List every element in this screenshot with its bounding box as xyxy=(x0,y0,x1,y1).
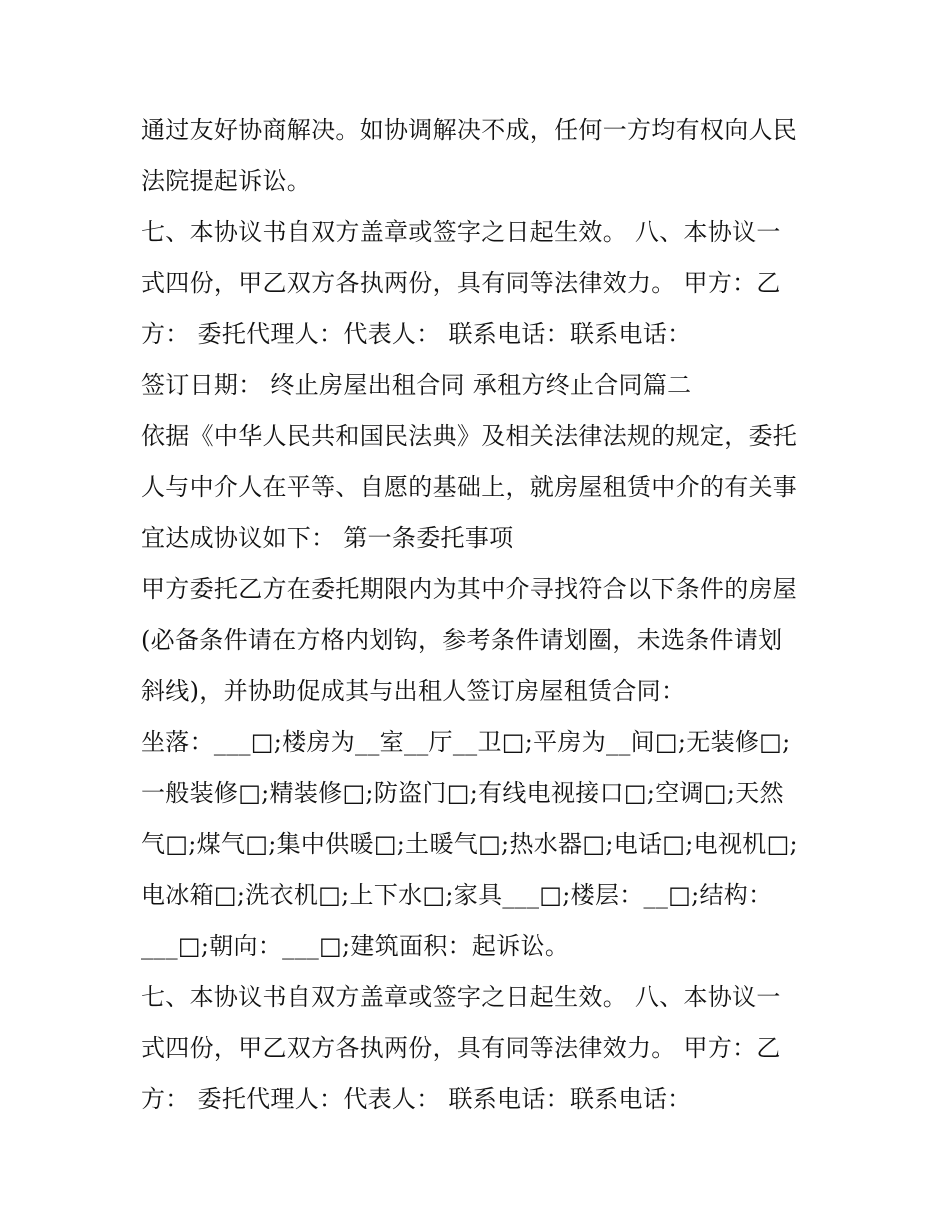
text-line: 法院提起诉讼。 xyxy=(141,167,312,195)
text-line: 签订日期： 终止房屋出租合同 承租方终止合同篇二 xyxy=(141,371,692,399)
text-line: 一般装修□;精装修□;防盗门□;有线电视接口□;空调□;天然 xyxy=(141,779,784,807)
text-line: 方： 委托代理人：代表人： 联系电话：联系电话： xyxy=(141,320,692,348)
text-line: 宜达成协议如下： 第一条委托事项 xyxy=(141,524,514,552)
text-line: 气□;煤气□;集中供暖□;土暖气□;热水器□;电话□;电视机□; xyxy=(141,830,798,858)
text-line: ___□;朝向：___□;建筑面积：起诉讼。 xyxy=(141,932,570,960)
text-line: 斜线)，并协助促成其与出租人签订房屋租赁合同： xyxy=(141,677,686,705)
text-line: 式四份，甲乙双方各执两份，具有同等法律效力。 甲方：乙 xyxy=(141,1034,781,1062)
text-line: 七、本协议书自双方盖章或签字之日起生效。 八、本协议一 xyxy=(141,218,781,246)
text-line: 式四份，甲乙双方各执两份，具有同等法律效力。 甲方：乙 xyxy=(141,269,781,297)
text-line: 依据《中华人民共和国民法典》及相关法律法规的规定，委托 xyxy=(141,422,798,450)
text-line: 七、本协议书自双方盖章或签字之日起生效。 八、本协议一 xyxy=(141,983,781,1011)
text-line: 通过友好协商解决。如协调解决不成，任何一方均有权向人民 xyxy=(141,116,798,144)
text-line: (必备条件请在方格内划钩，参考条件请划圈，未选条件请划 xyxy=(141,626,783,654)
text-line: 方： 委托代理人：代表人： 联系电话：联系电话： xyxy=(141,1085,692,1113)
text-line: 电冰箱□;洗衣机□;上下水□;家具___□;楼层：__□;结构： xyxy=(141,881,773,909)
text-line: 甲方委托乙方在委托期限内为其中介寻找符合以下条件的房屋 xyxy=(141,575,798,603)
document-body xyxy=(141,105,821,1125)
text-line: 坐落：___□;楼房为__室__厅__卫□;平房为__间□;无装修□; xyxy=(141,728,791,756)
text-line: 人与中介人在平等、自愿的基础上，就房屋租赁中介的有关事 xyxy=(141,473,798,501)
